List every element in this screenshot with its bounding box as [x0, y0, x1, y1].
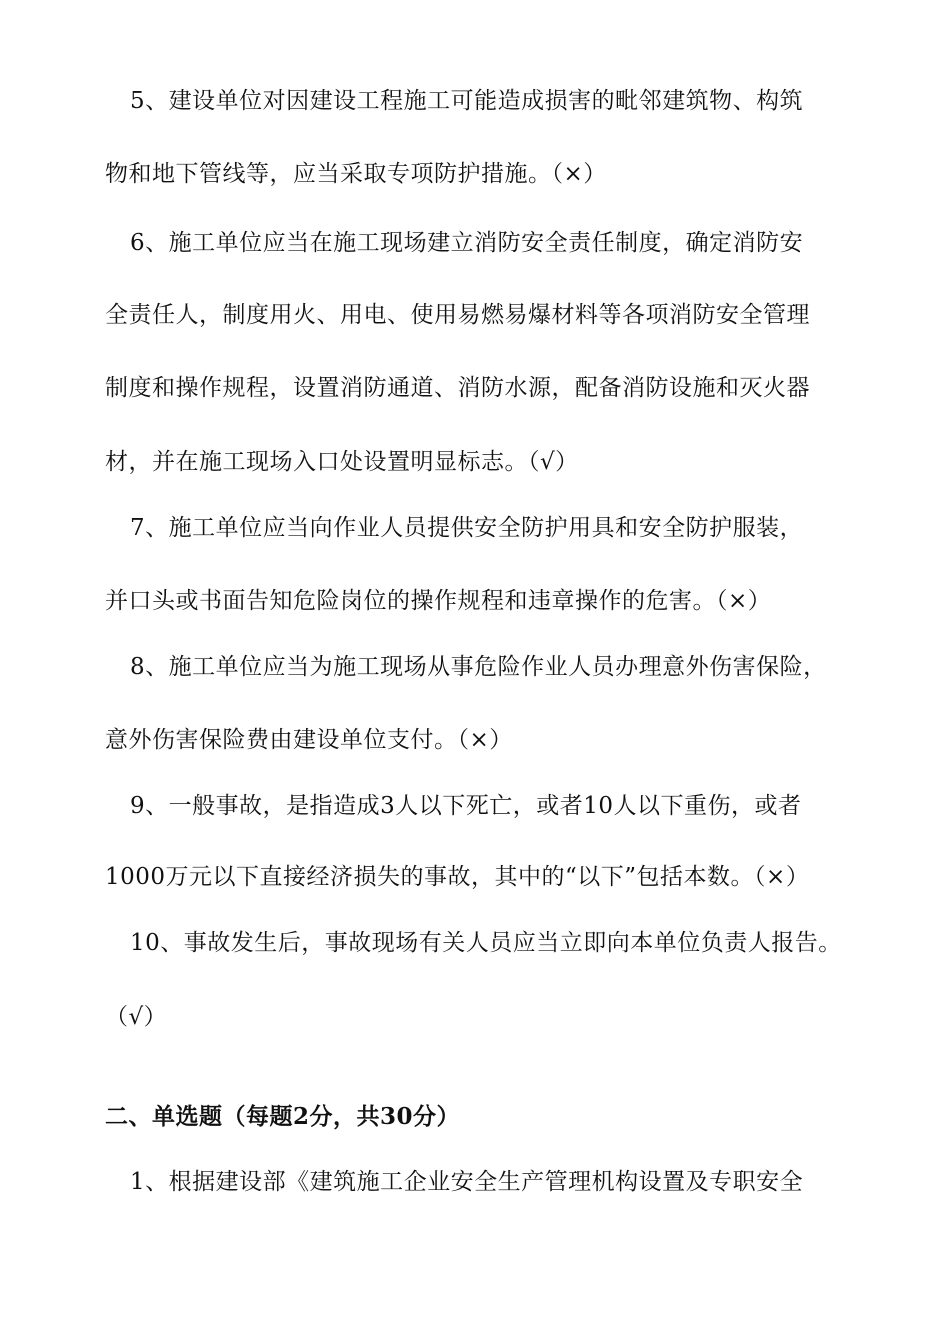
sc-q1-line-1: 1、根据建设部《建筑施工企业安全生产管理机构设置及专职安全	[130, 1169, 804, 1195]
q10-line-1: 10、事故发生后，事故现场有关人员应当立即向本单位负责人报告。	[130, 930, 842, 956]
q5-line-1: 5、建设单位对因建设工程施工可能造成损害的毗邻建筑物、构筑	[130, 88, 804, 114]
q10-line-2: （√）	[105, 1004, 168, 1030]
q9-line-2: 1000万元以下直接经济损失的事故，其中的“以下”包括本数。（×）	[105, 864, 810, 890]
section-heading-single-choice: 二、单选题（每题2分，共30分）	[105, 1103, 461, 1130]
q6-line-4: 材，并在施工现场入口处设置明显标志。（√）	[105, 449, 579, 475]
q8-line-2: 意外伤害保险费由建设单位支付。（×）	[105, 727, 513, 753]
q9-line-1: 9、一般事故，是指造成3人以下死亡，或者10人以下重伤，或者	[130, 793, 802, 819]
q6-line-2: 全责任人，制度用火、用电、使用易燃易爆材料等各项消防安全管理	[105, 302, 810, 328]
q6-line-1: 6、施工单位应当在施工现场建立消防安全责任制度，确定消防安	[130, 230, 804, 256]
q7-line-2: 并口头或书面告知危险岗位的操作规程和违章操作的危害。（×）	[105, 588, 772, 614]
q6-line-3: 制度和操作规程，设置消防通道、消防水源，配备消防设施和灭火器	[105, 375, 810, 401]
q8-line-1: 8、施工单位应当为施工现场从事危险作业人员办理意外伤害保险，	[130, 654, 827, 680]
q7-line-1: 7、施工单位应当向作业人员提供安全防护用具和安全防护服装，	[130, 515, 804, 541]
q5-line-2: 物和地下管线等，应当采取专项防护措施。（×）	[105, 161, 607, 187]
